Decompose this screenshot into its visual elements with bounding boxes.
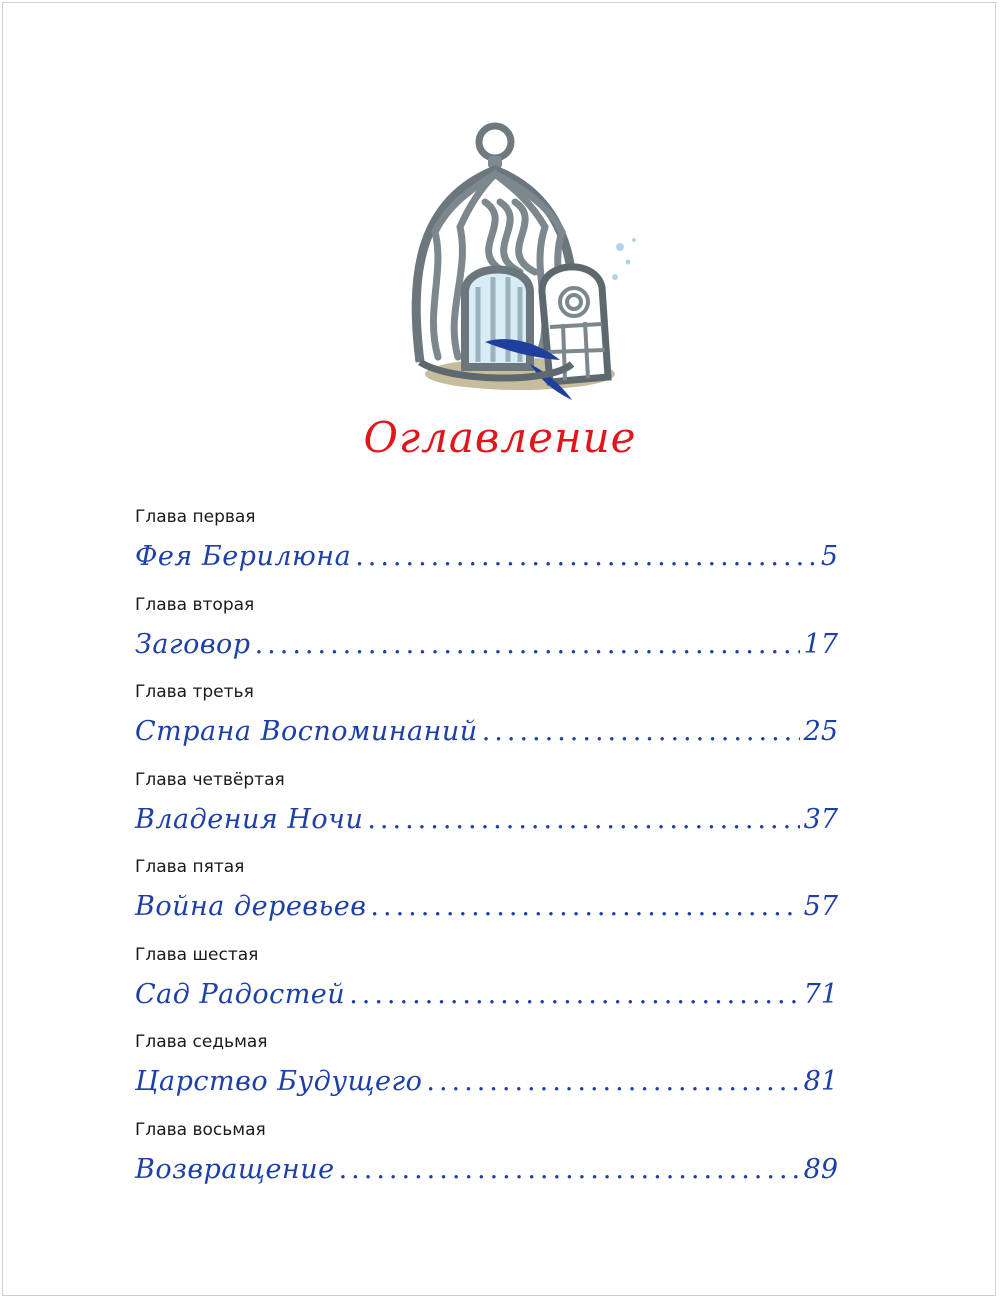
toc-entry-3[interactable] bbox=[135, 680, 838, 768]
dot-leader bbox=[349, 973, 799, 1017]
toc-entry-5[interactable] bbox=[135, 855, 838, 943]
toc-line bbox=[135, 798, 838, 842]
dot-leader bbox=[255, 623, 800, 667]
chapter-title: Война деревьев bbox=[135, 891, 367, 922]
birdcage-illustration bbox=[390, 112, 660, 412]
chapter-label: Глава вторая bbox=[135, 594, 255, 615]
toc-line bbox=[135, 710, 838, 754]
page-number: 57 bbox=[803, 891, 838, 922]
chapter-title: Царство Будущего bbox=[135, 1066, 423, 1097]
page-number: 81 bbox=[803, 1066, 838, 1097]
toc-entry-4[interactable] bbox=[135, 768, 838, 856]
dot-leader bbox=[370, 885, 799, 929]
chapter-label: Глава седьмая bbox=[135, 1032, 268, 1052]
chapter-title: Заговор bbox=[135, 628, 251, 660]
toc-entry-2[interactable] bbox=[135, 593, 838, 681]
chapter-label: Глава третья bbox=[135, 682, 254, 702]
dot-leader bbox=[339, 1148, 800, 1192]
toc-line bbox=[135, 1148, 838, 1192]
page-number: 17 bbox=[803, 628, 838, 660]
page-number: 37 bbox=[803, 803, 838, 835]
toc-line bbox=[135, 973, 838, 1017]
chapter-title: Владения Ночи bbox=[135, 803, 364, 835]
chapter-title: Возвращение bbox=[135, 1153, 335, 1185]
page-number: 25 bbox=[803, 716, 838, 747]
toc-line bbox=[135, 623, 838, 667]
chapter-title: Фея Берилюна bbox=[135, 541, 352, 572]
dot-leader bbox=[482, 710, 800, 754]
chapter-label: Глава четвёртая bbox=[135, 769, 285, 790]
chapter-label: Глава шестая bbox=[135, 944, 259, 965]
blue-splash bbox=[612, 238, 636, 280]
chapter-label: Глава восьмая bbox=[135, 1119, 266, 1140]
page-title: Оглавление bbox=[363, 413, 637, 462]
dot-leader bbox=[355, 535, 817, 579]
toc-entry-6[interactable] bbox=[135, 943, 838, 1031]
dot-leader bbox=[426, 1060, 799, 1104]
chapter-title: Страна Воспоминаний bbox=[135, 716, 478, 747]
toc-line bbox=[135, 885, 838, 929]
page-number: 89 bbox=[803, 1153, 838, 1185]
toc-line bbox=[135, 1060, 838, 1104]
chapter-label: Глава первая bbox=[135, 507, 256, 527]
cage-ring bbox=[479, 126, 511, 158]
toc-entry-7[interactable] bbox=[135, 1030, 838, 1118]
chapter-label: Глава пятая bbox=[135, 857, 245, 877]
toc-entry-1[interactable] bbox=[135, 505, 838, 593]
table-of-contents bbox=[135, 505, 838, 1205]
toc-line bbox=[135, 535, 838, 579]
toc-entry-8[interactable] bbox=[135, 1118, 838, 1206]
dot-leader bbox=[367, 798, 799, 842]
page-number: 71 bbox=[803, 978, 838, 1010]
page-number: 5 bbox=[820, 541, 838, 572]
chapter-title: Сад Радостей bbox=[135, 978, 346, 1010]
